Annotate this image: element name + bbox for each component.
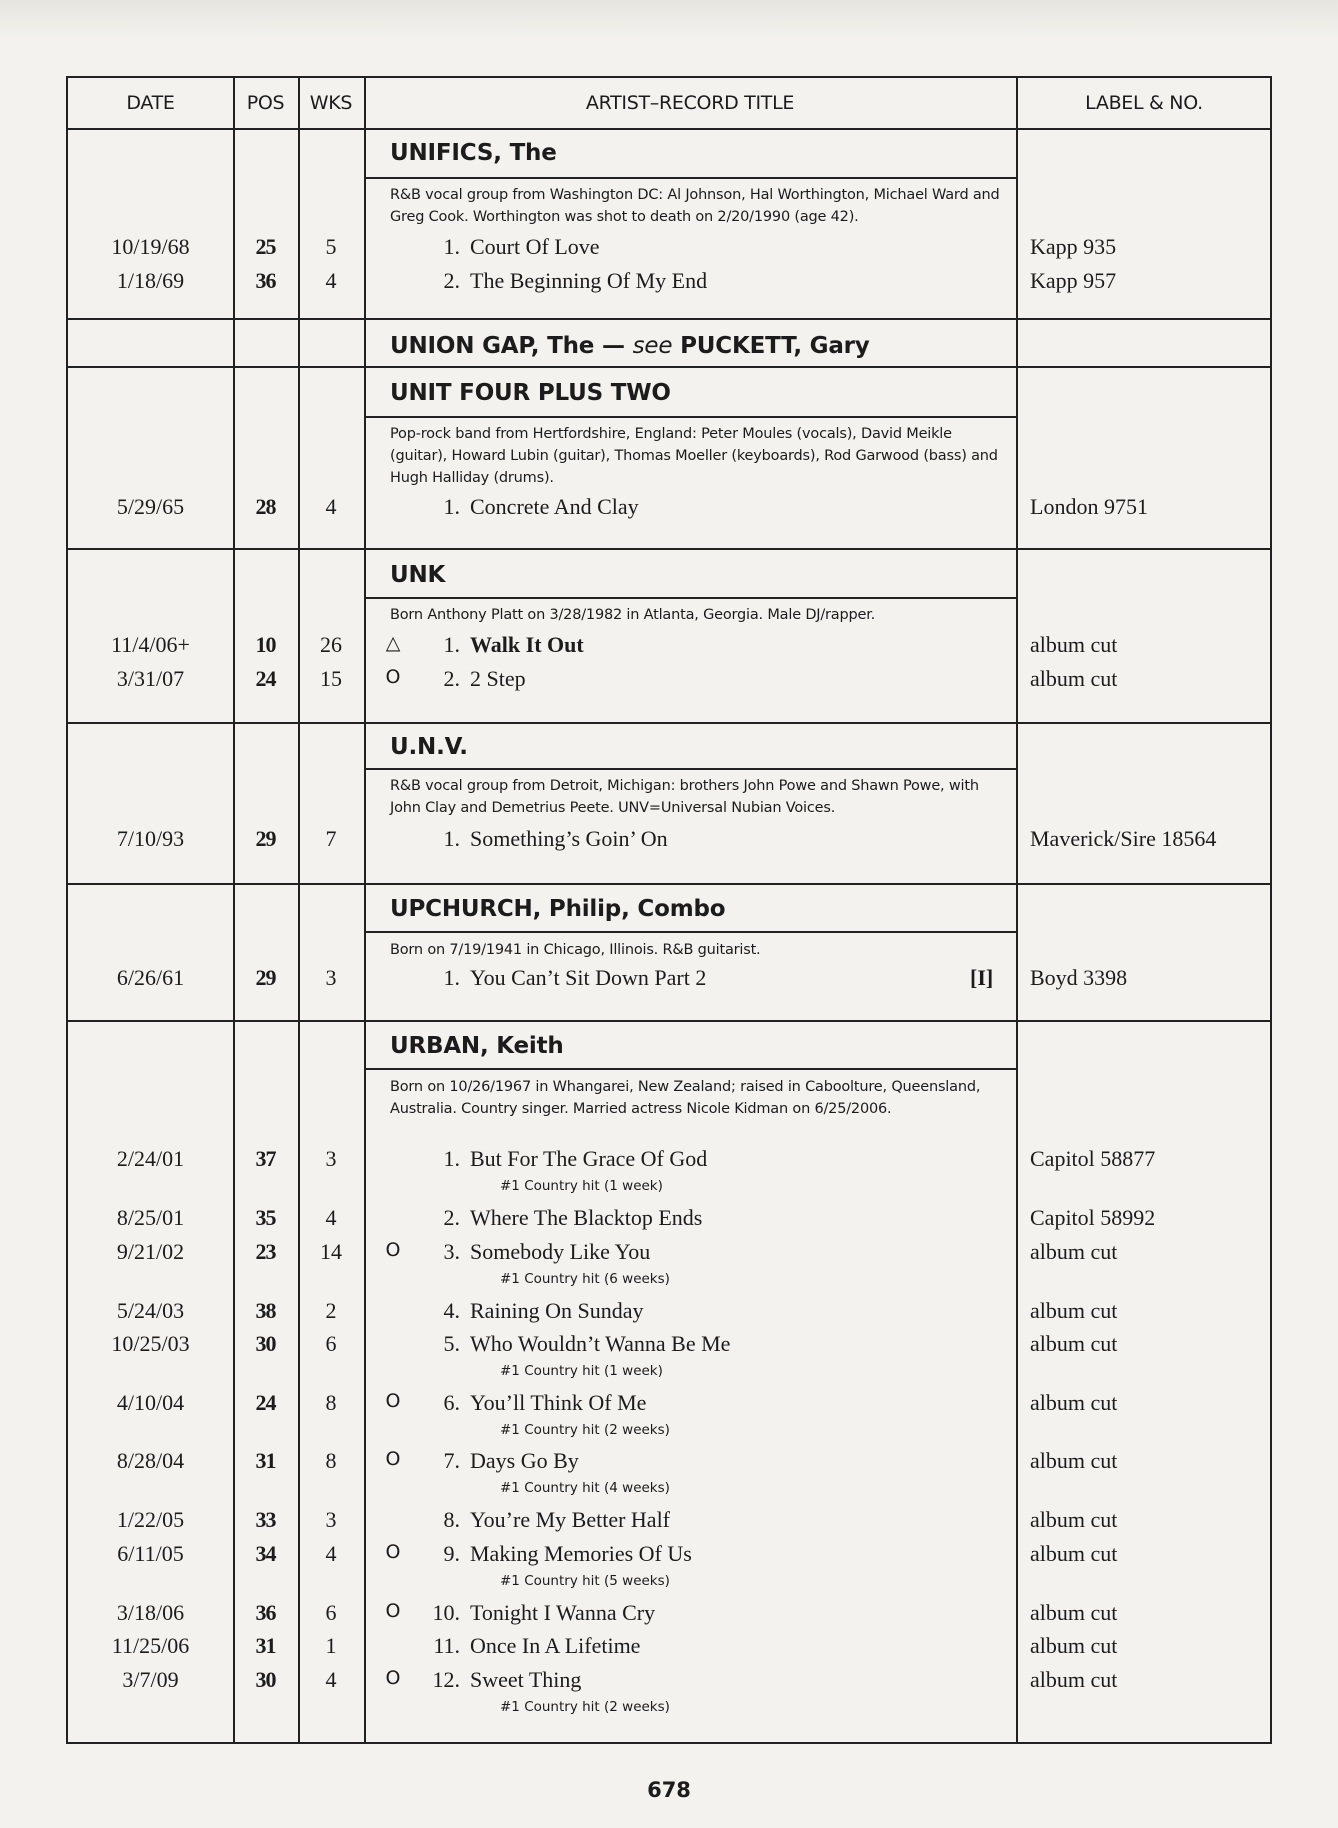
record-wks: 3 bbox=[325, 1507, 337, 1532]
record-row bbox=[68, 666, 1270, 698]
section-divider bbox=[68, 318, 1270, 320]
record-label: London 9751 bbox=[1030, 494, 1148, 519]
record-label: Capitol 58992 bbox=[1030, 1205, 1156, 1230]
record-label: album cut bbox=[1030, 1633, 1118, 1658]
divider bbox=[364, 768, 1016, 770]
record-title: Something’s Goin’ On bbox=[470, 826, 668, 851]
record-label: album cut bbox=[1030, 1507, 1118, 1532]
record-label: Kapp 957 bbox=[1030, 268, 1117, 293]
record-pos: 31 bbox=[255, 1633, 276, 1658]
record-pos: 29 bbox=[255, 826, 276, 851]
record-wks: 14 bbox=[320, 1239, 342, 1264]
triangle-icon: △ bbox=[385, 632, 401, 654]
circle-icon: O bbox=[385, 1390, 401, 1412]
header-date: DATE bbox=[126, 92, 175, 114]
record-date: 1/18/69 bbox=[116, 268, 185, 293]
record-pos: 34 bbox=[255, 1541, 276, 1566]
chart-listing-table bbox=[66, 76, 1272, 1744]
instrumental-tag: [I] bbox=[970, 965, 994, 990]
record-row bbox=[68, 1298, 1270, 1330]
record-label: album cut bbox=[1030, 1541, 1118, 1566]
record-number: 9. bbox=[443, 1541, 460, 1566]
column-divider bbox=[298, 78, 300, 1742]
record-title: Raining On Sunday bbox=[470, 1298, 644, 1323]
record-date: 3/31/07 bbox=[116, 666, 185, 691]
record-title: Somebody Like You bbox=[470, 1239, 651, 1264]
record-title: Tonight I Wanna Cry bbox=[470, 1600, 656, 1625]
record-date: 8/25/01 bbox=[116, 1205, 185, 1230]
record-label: album cut bbox=[1030, 1298, 1118, 1323]
record-number: 2. bbox=[443, 268, 460, 293]
record-date: 7/10/93 bbox=[116, 826, 185, 851]
record-number: 4. bbox=[443, 1298, 460, 1323]
circle-icon: O bbox=[385, 1239, 401, 1261]
artist-cross-reference bbox=[390, 333, 870, 359]
record-date: 4/10/04 bbox=[116, 1390, 185, 1415]
record-note: #1 Country hit (2 weeks) bbox=[500, 1422, 670, 1438]
record-label: album cut bbox=[1030, 1600, 1118, 1625]
record-wks: 4 bbox=[325, 1541, 337, 1566]
record-wks: 2 bbox=[325, 1298, 337, 1323]
record-row bbox=[68, 1541, 1270, 1573]
section-divider bbox=[68, 883, 1270, 885]
record-label: Boyd 3398 bbox=[1030, 965, 1128, 990]
record-pos: 37 bbox=[255, 1146, 276, 1171]
record-number: 1. bbox=[443, 965, 460, 990]
artist-bio: R&B vocal group from Washington DC: Al Johnson, Hal Worthington, Michael Ward and Greg Cook. Worthington was shot to death on 2/20/1990 (age 42). bbox=[390, 187, 1000, 225]
section-divider bbox=[68, 548, 1270, 550]
record-note: #1 Country hit (2 weeks) bbox=[500, 1699, 670, 1715]
record-pos: 25 bbox=[255, 234, 276, 259]
divider bbox=[364, 1068, 1016, 1070]
record-label: album cut bbox=[1030, 632, 1118, 657]
page-number: 678 bbox=[647, 1778, 691, 1802]
record-row bbox=[68, 234, 1270, 266]
record-number: 3. bbox=[443, 1239, 460, 1264]
section-divider bbox=[68, 1020, 1270, 1022]
header-wks: WKS bbox=[309, 92, 353, 114]
record-title: Court Of Love bbox=[470, 234, 600, 259]
record-note: #1 Country hit (1 week) bbox=[500, 1178, 663, 1194]
table-header bbox=[68, 78, 1270, 130]
circle-icon: O bbox=[385, 1667, 401, 1689]
artist-name: URBAN, Keith bbox=[390, 1033, 564, 1059]
circle-icon: O bbox=[385, 1541, 401, 1563]
divider bbox=[364, 177, 1016, 179]
header-label: LABEL & NO. bbox=[1085, 92, 1203, 114]
record-title: 2 Step bbox=[470, 666, 526, 691]
record-number: 6. bbox=[443, 1390, 460, 1415]
record-pos: 31 bbox=[255, 1448, 276, 1473]
see-reference: see bbox=[632, 333, 673, 359]
record-title: Concrete And Clay bbox=[470, 494, 639, 519]
artist-name: U.N.V. bbox=[390, 734, 468, 760]
record-date: 5/24/03 bbox=[116, 1298, 185, 1323]
page-top-shading bbox=[0, 0, 1338, 40]
record-label: album cut bbox=[1030, 666, 1118, 691]
record-date: 6/26/61 bbox=[116, 965, 185, 990]
record-wks: 15 bbox=[320, 666, 342, 691]
record-wks: 4 bbox=[325, 1667, 337, 1692]
record-pos: 30 bbox=[255, 1667, 276, 1692]
record-title: You’ll Think Of Me bbox=[470, 1390, 647, 1415]
record-pos: 10 bbox=[255, 632, 276, 657]
record-wks: 26 bbox=[320, 632, 342, 657]
artist-name: UNIT FOUR PLUS TWO bbox=[390, 380, 671, 406]
record-wks: 8 bbox=[325, 1390, 337, 1415]
record-note: #1 Country hit (5 weeks) bbox=[500, 1573, 670, 1589]
record-label: Kapp 935 bbox=[1030, 234, 1117, 259]
record-date: 10/25/03 bbox=[111, 1331, 190, 1356]
record-number: 1. bbox=[443, 632, 460, 657]
record-number: 12. bbox=[432, 1667, 460, 1692]
record-number: 1. bbox=[443, 234, 460, 259]
record-date: 3/7/09 bbox=[122, 1667, 179, 1692]
record-row bbox=[68, 1146, 1270, 1178]
record-title: Days Go By bbox=[470, 1448, 579, 1473]
record-number: 2. bbox=[443, 1205, 460, 1230]
artist-name: UNIFICS, The bbox=[390, 140, 557, 166]
section-divider bbox=[68, 366, 1270, 368]
header-pos: POS bbox=[246, 92, 285, 114]
record-pos: 35 bbox=[255, 1205, 276, 1230]
record-row bbox=[68, 1507, 1270, 1539]
artist-bio: Born on 7/19/1941 in Chicago, Illinois. R&B guitarist. bbox=[390, 942, 761, 958]
divider bbox=[364, 931, 1016, 933]
record-row bbox=[68, 1390, 1270, 1422]
record-date: 8/28/04 bbox=[116, 1448, 185, 1473]
record-date: 10/19/68 bbox=[111, 234, 190, 259]
record-pos: 24 bbox=[255, 1390, 276, 1415]
artist-name: UPCHURCH, Philip, Combo bbox=[390, 896, 726, 922]
record-row bbox=[68, 632, 1270, 664]
divider bbox=[364, 597, 1016, 599]
record-title: Sweet Thing bbox=[470, 1667, 582, 1692]
record-row bbox=[68, 1331, 1270, 1363]
record-title: Making Memories Of Us bbox=[470, 1541, 692, 1566]
record-title: Walk It Out bbox=[470, 632, 584, 657]
record-number: 7. bbox=[443, 1448, 460, 1473]
record-wks: 3 bbox=[325, 1146, 337, 1171]
record-date: 9/21/02 bbox=[116, 1239, 185, 1264]
record-date: 11/4/06+ bbox=[111, 632, 190, 657]
record-row bbox=[68, 965, 1270, 997]
artist-bio: Pop-rock band from Hertfordshire, England: Peter Moules (vocals), David Meikle (guitar), Howard Lubin (guitar), Thomas Moeller (keyboards), Rod Garwood (bass) and Hugh Halliday (drums). bbox=[390, 426, 998, 486]
divider bbox=[364, 416, 1016, 418]
column-divider bbox=[364, 78, 366, 1742]
record-wks: 5 bbox=[325, 234, 337, 259]
header-artist-title: ARTIST–RECORD TITLE bbox=[585, 92, 795, 114]
record-number: 10. bbox=[432, 1600, 460, 1625]
record-date: 2/24/01 bbox=[116, 1146, 185, 1171]
record-date: 3/18/06 bbox=[116, 1600, 185, 1625]
referenced-artist: PUCKETT, Gary bbox=[680, 333, 870, 359]
record-wks: 4 bbox=[325, 1205, 337, 1230]
section-divider bbox=[68, 722, 1270, 724]
record-row bbox=[68, 494, 1270, 526]
record-title: Where The Blacktop Ends bbox=[470, 1205, 703, 1230]
circle-icon: O bbox=[385, 1600, 401, 1622]
record-row bbox=[68, 1600, 1270, 1632]
record-row bbox=[68, 1205, 1270, 1237]
record-number: 1. bbox=[443, 1146, 460, 1171]
record-number: 2. bbox=[443, 666, 460, 691]
record-row bbox=[68, 1448, 1270, 1480]
record-label: album cut bbox=[1030, 1331, 1118, 1356]
record-wks: 8 bbox=[325, 1448, 337, 1473]
record-pos: 36 bbox=[255, 268, 276, 293]
record-pos: 36 bbox=[255, 1600, 276, 1625]
record-wks: 4 bbox=[325, 494, 337, 519]
record-note: #1 Country hit (1 week) bbox=[500, 1363, 663, 1379]
record-pos: 29 bbox=[255, 965, 276, 990]
record-row bbox=[68, 1633, 1270, 1665]
record-label: album cut bbox=[1030, 1390, 1118, 1415]
record-number: 1. bbox=[443, 826, 460, 851]
circle-icon: O bbox=[385, 1448, 401, 1470]
record-title: You’re My Better Half bbox=[470, 1507, 671, 1532]
record-wks: 7 bbox=[325, 826, 337, 851]
record-row bbox=[68, 268, 1270, 300]
record-label: Capitol 58877 bbox=[1030, 1146, 1156, 1171]
record-number: 5. bbox=[443, 1331, 460, 1356]
record-pos: 38 bbox=[255, 1298, 276, 1323]
record-date: 5/29/65 bbox=[116, 494, 185, 519]
record-pos: 33 bbox=[255, 1507, 276, 1532]
record-label: Maverick/Sire 18564 bbox=[1030, 826, 1217, 851]
circle-icon: O bbox=[385, 666, 401, 688]
record-row bbox=[68, 826, 1270, 858]
column-divider bbox=[233, 78, 235, 1742]
record-title: The Beginning Of My End bbox=[470, 268, 708, 293]
record-note: #1 Country hit (4 weeks) bbox=[500, 1480, 670, 1496]
record-wks: 4 bbox=[325, 268, 337, 293]
record-wks: 6 bbox=[325, 1331, 337, 1356]
record-date: 6/11/05 bbox=[117, 1541, 184, 1566]
record-pos: 28 bbox=[255, 494, 276, 519]
column-divider bbox=[1016, 78, 1018, 1742]
record-wks: 3 bbox=[325, 965, 337, 990]
record-number: 8. bbox=[443, 1507, 460, 1532]
record-title: Who Wouldn’t Wanna Be Me bbox=[470, 1331, 731, 1356]
record-note: #1 Country hit (6 weeks) bbox=[500, 1271, 670, 1287]
artist-bio: R&B vocal group from Detroit, Michigan: brothers John Powe and Shawn Powe, with John Clay and Demetrius Peete. UNV=Universal Nubian Voices. bbox=[390, 778, 979, 816]
record-title: But For The Grace Of God bbox=[470, 1146, 708, 1171]
record-label: album cut bbox=[1030, 1667, 1118, 1692]
record-label: album cut bbox=[1030, 1239, 1118, 1264]
record-date: 1/22/05 bbox=[116, 1507, 185, 1532]
record-title: You Can’t Sit Down Part 2 bbox=[470, 965, 707, 990]
record-pos: 30 bbox=[255, 1331, 276, 1356]
artist-name: UNK bbox=[390, 562, 446, 588]
record-date: 11/25/06 bbox=[111, 1633, 190, 1658]
artist-bio: Born Anthony Platt on 3/28/1982 in Atlanta, Georgia. Male DJ/rapper. bbox=[390, 607, 876, 623]
record-row bbox=[68, 1239, 1270, 1271]
record-number: 11. bbox=[433, 1633, 460, 1658]
record-title: Once In A Lifetime bbox=[470, 1633, 641, 1658]
record-number: 1. bbox=[443, 494, 460, 519]
record-wks: 1 bbox=[325, 1633, 337, 1658]
record-row bbox=[68, 1667, 1270, 1699]
artist-bio: Born on 10/26/1967 in Whangarei, New Zealand; raised in Caboolture, Queensland, Australia. Country singer. Married actress Nicole Kidman on 6/25/2006. bbox=[390, 1079, 981, 1117]
record-pos: 23 bbox=[255, 1239, 276, 1264]
record-label: album cut bbox=[1030, 1448, 1118, 1473]
record-pos: 24 bbox=[255, 666, 276, 691]
record-wks: 6 bbox=[325, 1600, 337, 1625]
artist-name: UNION GAP, The — bbox=[390, 333, 625, 359]
